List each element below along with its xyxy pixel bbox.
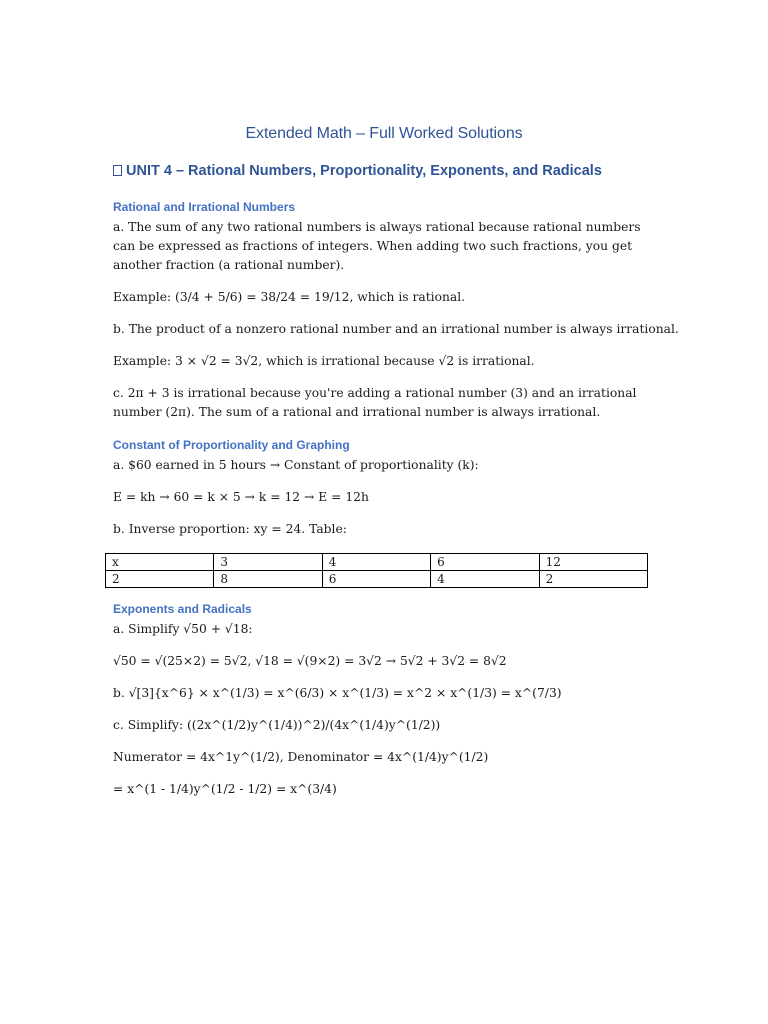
table-cell: 12 xyxy=(539,554,647,571)
paragraph: E = kh → 60 = k × 5 → k = 12 → E = 12h xyxy=(113,490,369,504)
section-heading-proportionality: Constant of Proportionality and Graphing xyxy=(113,438,350,452)
table-cell: 2 xyxy=(106,571,214,588)
paragraph: Numerator = 4x^1y^(1/2), Denominator = 4x^(1/4)y^(1/2) xyxy=(113,750,489,764)
paragraph: b. The product of a nonzero rational number and an irrational number is always irrational. xyxy=(113,322,679,336)
missing-glyph-icon xyxy=(113,165,122,176)
table-cell: 8 xyxy=(214,571,322,588)
table-cell: x xyxy=(106,554,214,571)
table-cell: 2 xyxy=(539,571,647,588)
paragraph: c. Simplify: ((2x^(1/2)y^(1/4))^2)/(4x^(1/4)y^(1/2)) xyxy=(113,718,441,732)
document-title: Extended Math – Full Worked Solutions xyxy=(245,125,523,142)
table-cell: 6 xyxy=(431,554,539,571)
table-cell: 3 xyxy=(214,554,322,571)
paragraph: Example: 3 × √2 = 3√2, which is irrational because √2 is irrational. xyxy=(113,354,535,368)
paragraph: b. Inverse proportion: xy = 24. Table: xyxy=(113,522,347,536)
paragraph: a. $60 earned in 5 hours → Constant of proportionality (k): xyxy=(113,458,479,472)
paragraph: Example: (3/4 + 5/6) = 38/24 = 19/12, which is rational. xyxy=(113,290,466,304)
table-row xyxy=(106,554,648,571)
paragraph: b. √[3]{x^6} × x^(1/3) = x^(6/3) × x^(1/3) = x^2 × x^(1/3) = x^(7/3) xyxy=(113,686,562,700)
paragraph: a. The sum of any two rational numbers is always rational because rational numbers can be expressed as fractions of integers. When adding two such fractions, you get another fraction (a rational number). xyxy=(113,220,641,272)
table-cell: 4 xyxy=(322,554,430,571)
paragraph: a. Simplify √50 + √18: xyxy=(113,622,253,636)
paragraph: √50 = √(25×2) = 5√2, √18 = √(9×2) = 3√2 → 5√2 + 3√2 = 8√2 xyxy=(113,654,507,668)
table-row xyxy=(106,571,648,588)
unit-heading-text: UNIT 4 – Rational Numbers, Proportionality, Exponents, and Radicals xyxy=(126,163,602,179)
section-heading-exponents: Exponents and Radicals xyxy=(113,602,252,616)
paragraph: c. 2π + 3 is irrational because you're adding a rational number (3) and an irrational number (2π). The sum of a rational and irrational number is always irrational. xyxy=(113,386,637,419)
table-cell: 4 xyxy=(431,571,539,588)
inverse-proportion-table xyxy=(105,553,648,588)
table-cell: 6 xyxy=(322,571,430,588)
paragraph: = x^(1 - 1/4)y^(1/2 - 1/2) = x^(3/4) xyxy=(113,782,337,796)
section-heading-rational: Rational and Irrational Numbers xyxy=(113,200,296,214)
unit-heading xyxy=(113,163,602,179)
